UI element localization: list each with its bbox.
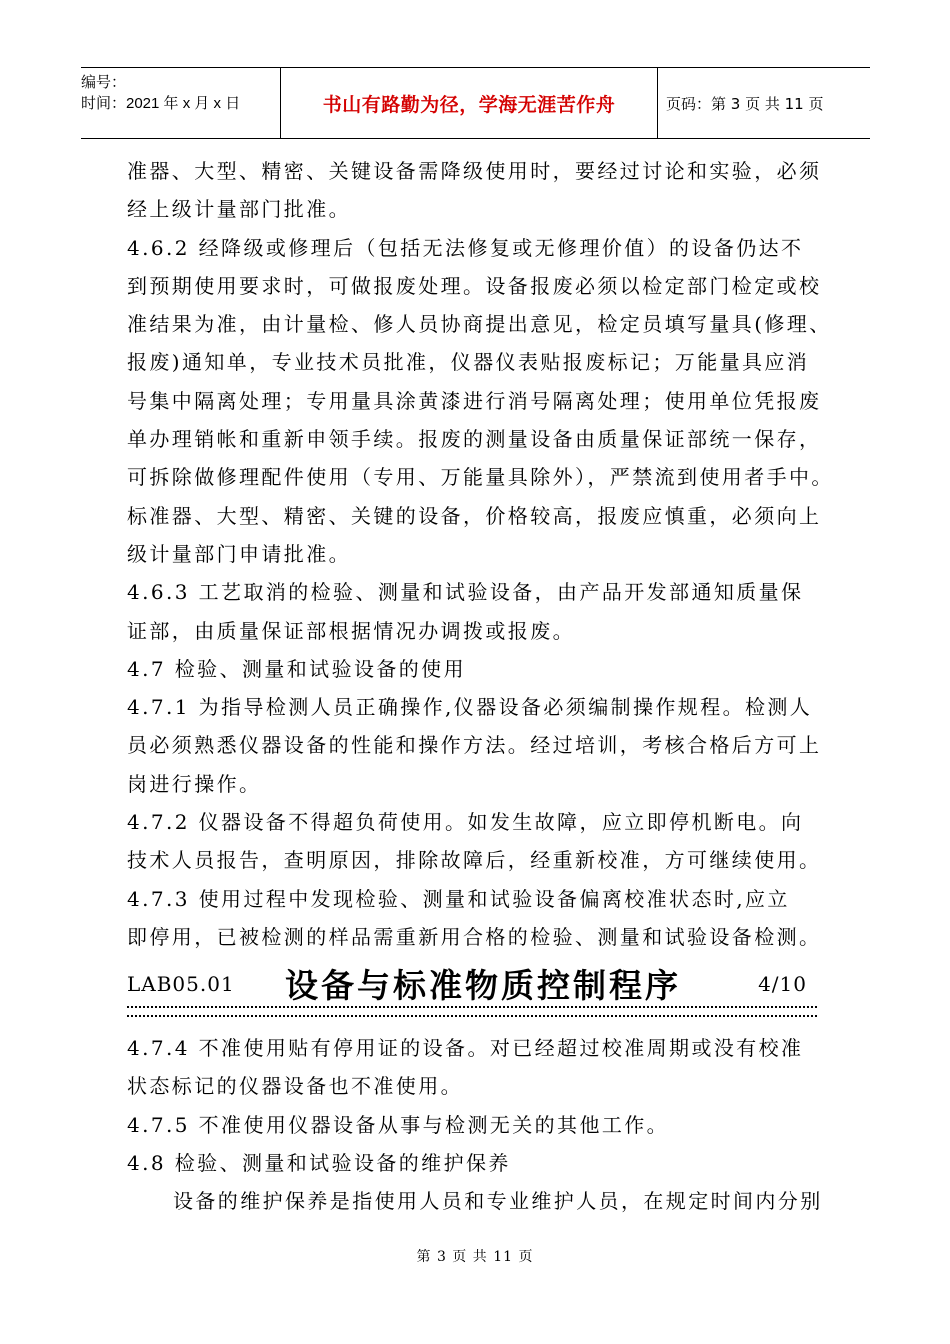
body-line: 技术人员报告，查明原因，排除故障后，经重新校准，方可继续使用。: [127, 848, 822, 873]
double-dotted-divider: [127, 1006, 817, 1017]
body-line: 经上级计量部门批准。: [127, 197, 351, 222]
body-line: 4.6.3 工艺取消的检验、测量和试验设备，由产品开发部通知质量保: [127, 580, 804, 605]
procedure-code: LAB05.01: [127, 972, 235, 996]
body-line: 准结果为准，由计量检、修人员协商提出意见，检定员填写量具(修理、: [127, 312, 832, 337]
body-line: 即停用，已被检测的样品需重新用合格的检验、测量和试验设备检测。: [127, 924, 822, 949]
section-title-bar: [127, 960, 817, 1004]
body-line: 报废)通知单，专业技术员批准，仪器仪表贴报废标记；万能量具应消: [127, 350, 810, 375]
body-line: 4.7.2 仪器设备不得超负荷使用。如发生故障，应立即停机断电。向: [127, 810, 804, 835]
document-body: [127, 152, 834, 956]
body-line: 4.7.4 不准使用贴有停用证的设备。对已经超过校准周期或没有校准: [127, 1036, 804, 1060]
body-line: 员必须熟悉仪器设备的性能和操作方法。经过培训，考核合格后方可上: [127, 733, 822, 758]
body-line: 4.6.2 经降级或修理后（包括无法修复或无修理价值）的设备仍达不: [127, 235, 804, 260]
header-meta: [81, 68, 281, 138]
header-page-info: 页码：第 3 页 共 11 页: [666, 94, 824, 113]
body-line: 4.7.3 使用过程中发现检验、测量和试验设备偏离校准状态时,应立: [127, 886, 790, 911]
body-line: 到预期使用要求时，可做报废处理。设备报废必须以检定部门检定或校: [127, 273, 822, 298]
procedure-page: 4/10: [758, 972, 807, 996]
document-body-continued: [127, 1029, 827, 1220]
body-line: 单办理销帐和重新申领手续。报废的测量设备由质量保证部统一保存，: [127, 427, 822, 452]
body-line: 可拆除做修理配件使用（专用、万能量具除外），严禁流到使用者手中。: [127, 465, 834, 490]
body-line: 标准器、大型、精密、关键的设备，价格较高，报废应慎重，必须向上: [127, 503, 822, 528]
page-footer: 第 3 页 共 11 页: [416, 1249, 534, 1265]
body-line: 设备的维护保养是指使用人员和专业维护人员，在规定时间内分别: [173, 1189, 823, 1214]
header-motto: 书山有路勤为径，学海无涯苦作舟: [281, 68, 658, 138]
page-header: [81, 67, 870, 139]
body-line: 证部，由质量保证部根据情况办调拨或报废。: [127, 618, 575, 643]
body-line: 岗进行操作。: [127, 771, 262, 796]
body-line: 号集中隔离处理；专用量具涂黄漆进行消号隔离处理；使用单位凭报废: [127, 388, 822, 413]
body-line: 4.7.5 不准使用仪器设备从事与检测无关的其他工作。: [127, 1112, 670, 1137]
section-heading: 4.8 检验、测量和试验设备的维护保养: [127, 1150, 511, 1175]
document-date: 时间：2021 年 x 月 x 日: [81, 95, 241, 112]
procedure-title: 设备与标准物质控制程序: [285, 966, 681, 1005]
section-heading: 4.7 检验、测量和试验设备的使用: [127, 656, 466, 681]
body-line: 准器、大型、精密、关键设备需降级使用时，要经过讨论和实验，必须: [127, 159, 822, 183]
document-number-label: 编号：: [81, 74, 127, 91]
body-line: 级计量部门申请批准。: [127, 541, 351, 566]
body-line: 4.7.1 为指导检测人员正确操作,仪器设备必须编制操作规程。检测人: [127, 695, 813, 720]
body-line: 状态标记的仪器设备也不准使用。: [127, 1074, 463, 1099]
